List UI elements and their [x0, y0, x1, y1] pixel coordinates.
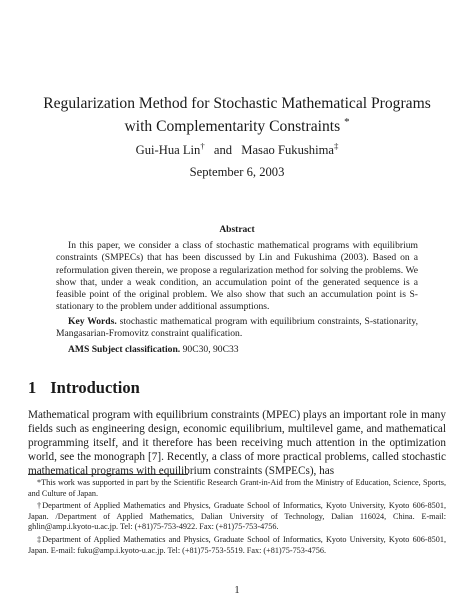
title-line-2-text: with Complementarity Constraints: [124, 118, 341, 135]
section-body: [28, 409, 446, 479]
intro-paragraph: Mathematical program with equilibrium constraints (MPEC) plays an important role in many fields such as engineering design, economic equilibrium, multilevel game, and mathematical programming itself, and it therefore has been receiving much attention in the optimization world, see the monograph [7]. Recently, a class of more practical problems, called stochastic mathematical programs with equilibrium constraints (SMPECs), has: [28, 409, 446, 477]
section-heading: [28, 378, 140, 398]
footnotes: [28, 478, 446, 558]
authors-and: and: [213, 143, 233, 157]
page-number: 1: [234, 585, 240, 596]
ams-label: AMS Subject classification.: [68, 344, 181, 356]
section-title: Introduction: [50, 378, 140, 397]
footnote-2: †Department of Applied Mathematics and Physics, Graduate School of Informatics, Kyoto University, Kyoto 606-8501, Japan. /Department of Applied Mathematics, Dalian University of Technology, Dalian 116024, China. E-mail: ghlin@amp.i.kyoto-u.ac.jp. Tel: (+81)75-753-4922. Fax: (+81)75-753-4756.: [28, 501, 446, 532]
abstract-block: [56, 240, 418, 357]
keywords-text: stochastic mathematical program with equilibrium constraints, S-stationarity, Mangasarian-Fromovitz constraint qualification.: [56, 315, 418, 340]
author-fukushima: Masao Fukushima: [241, 143, 334, 157]
footnote-3: ‡Department of Applied Mathematics and Physics, Graduate School of Informatics, Kyoto University, Kyoto 606-8501, Japan. E-mail: fuku@amp.i.kyoto-u.ac.jp. Tel: (+81)75-753-5519. Fax: (+81)75-753-4756.: [28, 534, 446, 555]
author-lin-mark: †: [200, 140, 205, 151]
footnote-rule: [28, 474, 188, 475]
title-line-2: [0, 115, 474, 138]
abstract-heading: Abstract: [219, 225, 255, 235]
title-line-1: Regularization Method for Stochastic Mathematical Programs: [43, 95, 431, 112]
abstract-text: In this paper, we consider a class of stochastic mathematical programs with equilibrium constraints (SMPECs) that has been discussed by Lin and Fukushima (2003). Based on a reformulation given therein, we propose a regularization method for solving the problems. We show that, under a weak condition, an accumulation point of the generated sequence is a feasible point of the original problem. We also show that such an accumulation point is S-stationary to the problem under additional assumptions.: [56, 240, 418, 313]
paper-title: [0, 92, 474, 138]
paper-date: September 6, 2003: [189, 165, 285, 179]
title-footnote-mark: *: [344, 115, 350, 128]
footnote-1: *This work was supported in part by the Scientific Research Grant-in-Aid from the Ministry of Education, Science, Sports, and Culture of Japan.: [28, 478, 446, 498]
keywords-label: Key Words.: [68, 315, 117, 327]
author-fukushima-mark: ‡: [333, 140, 339, 151]
ams-codes: 90C30, 90C33: [182, 344, 239, 356]
ams-classification: [56, 344, 418, 356]
author-lin: Gui-Hua Lin: [135, 143, 201, 157]
authors: [0, 140, 474, 158]
section-number: 1: [28, 378, 37, 397]
keywords: [56, 316, 418, 341]
